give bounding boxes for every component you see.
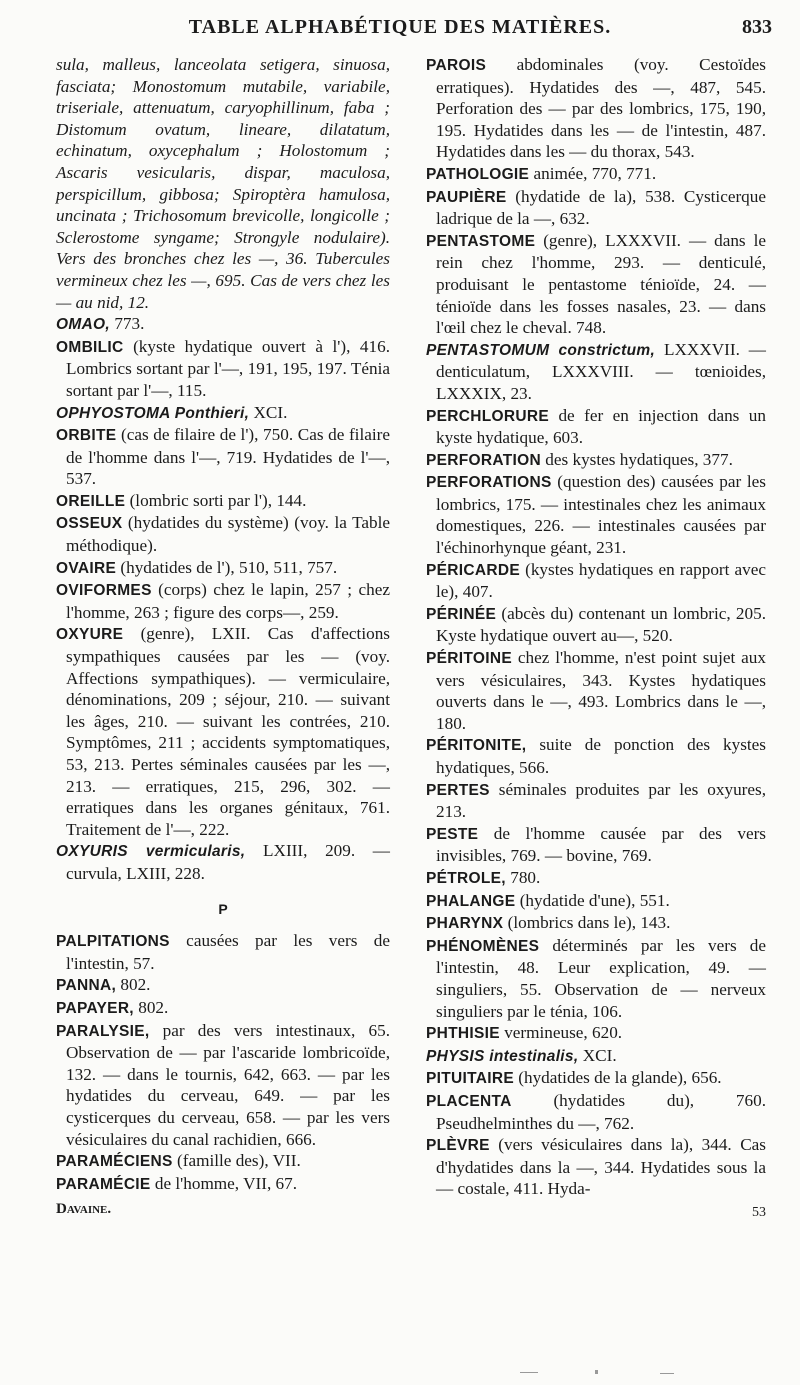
- page-header: [0, 0, 800, 44]
- entry-headword: PÉRICARDE: [426, 561, 520, 579]
- entry-headword: ORBITE: [56, 427, 117, 445]
- index-entry: [426, 1067, 766, 1090]
- entry-headword: PESTE: [426, 825, 479, 843]
- entry-headword: PAPAYER,: [56, 999, 134, 1017]
- index-entry: [56, 997, 390, 1020]
- entry-text: de l'homme causée par des vers invisibles, 769. — bovine, 769.: [436, 823, 766, 866]
- entry-headword: OVIFORMES: [56, 582, 152, 600]
- index-entry: [56, 1150, 390, 1173]
- right-column: [426, 54, 766, 1223]
- index-entry: [56, 336, 390, 402]
- bottom-smudges: [480, 1370, 720, 1376]
- entry-headword: PLÈVRE: [426, 1137, 490, 1155]
- index-entry: [426, 890, 766, 913]
- index-entry: [426, 647, 766, 734]
- entry-text: (lombrics dans le), 143.: [503, 913, 671, 933]
- index-entry: [426, 734, 766, 778]
- signature: Davaine.: [56, 1201, 112, 1218]
- index-entry: [426, 405, 766, 449]
- index-entry: [426, 339, 766, 405]
- entry-text: 802.: [133, 997, 169, 1017]
- entry-headword: OMAO,: [56, 316, 111, 334]
- page-number: 833: [742, 16, 772, 38]
- index-entry: [56, 974, 390, 997]
- entry-text: 802.: [116, 975, 151, 995]
- entry-headword: PENTASTOME: [426, 232, 536, 250]
- index-entry: [56, 1173, 390, 1196]
- entry-text: (hydatide d'une), 551.: [515, 890, 670, 910]
- entry-text: suite de ponction des kystes hydatiques, 566.: [436, 735, 766, 777]
- entry-text: par des vers intestinaux, 65. Observation de — par l'ascaride lombricoïde, 132. — dans le tournis, 642, 663. — par les hydatides du cerveau, 649. — par les cysticerques du cerveau, 658. — par les vers vésiculaires du canal rachidien, 666.: [66, 1020, 390, 1149]
- entry-text: (hydatides de la glande), 656.: [513, 1068, 722, 1088]
- index-entry: [56, 313, 390, 336]
- entry-text: (genre), LXXXVII. — dans le rein chez l'homme, 293. — denticulé, produisant le pentastome ténioïde, 24. — ténioïde dans les fosses nasales, 23. — dans l'œil chez le cheval. 748.: [436, 230, 766, 338]
- entry-text: (hydatides du), 760. Pseudhelminthes du —, 762.: [436, 1090, 766, 1133]
- index-entry: [426, 1022, 766, 1045]
- entry-text: 773.: [110, 314, 145, 334]
- entry-text: chez l'homme, n'est point sujet aux vers vésiculaires, 343. Kystes hydatiques ouverts dans le —, 493. Lombrics dans le —, 180.: [436, 648, 766, 733]
- entry-headword: PARALYSIE,: [56, 1022, 150, 1040]
- entry-headword: PAROIS: [426, 57, 487, 74]
- entry-headword: PLACENTA: [426, 1092, 512, 1110]
- section-letter-p: P: [218, 900, 228, 917]
- entry-text: (famille des), VII.: [172, 1151, 301, 1171]
- index-entry: [56, 424, 390, 490]
- left-entries: [56, 313, 390, 884]
- left-column: [56, 54, 390, 1221]
- entry-headword: PERCHLORURE: [426, 407, 550, 425]
- entry-text: vermineuse, 620.: [499, 1023, 623, 1043]
- entry-text: (cas de filaire de l'), 750. Cas de filaire de l'homme dans l'—, 719. Hydatides de l'—, 537.: [66, 425, 390, 489]
- entry-text: (kyste hydatique ouvert à l'), 416. Lombrics sortant par l'—, 191, 195, 197. Ténia sortant par l'—, 115.: [66, 336, 390, 400]
- entry-headword: PÉRITOINE: [426, 650, 512, 668]
- entry-headword: PHÉNOMÈNES: [426, 937, 540, 955]
- entry-text: séminales produites par les oxyures, 213.: [436, 779, 766, 822]
- entry-text: (vers vésiculaires dans la), 344. Cas d'hydatides dans la —, 344. Hydatides sous la — costale, 411. Hyda-: [436, 1135, 766, 1199]
- entry-headword: OMBILIC: [56, 338, 124, 356]
- entry-text: 780.: [505, 867, 541, 887]
- entry-text: (abcès du) contenant un lombric, 205. Kyste hydatique ouvert au—, 520.: [436, 603, 766, 646]
- entry-headword: PHYSIS intestinalis,: [426, 1047, 579, 1065]
- index-entry: [56, 490, 390, 513]
- entry-text: des kystes hydatiques, 377.: [540, 449, 733, 469]
- index-entry: [426, 935, 766, 1022]
- entry-headword: PÉRINÉE: [426, 605, 497, 623]
- entry-headword: PALPITATIONS: [56, 933, 170, 951]
- entry-text: (lombric sorti par l'), 144.: [125, 490, 307, 510]
- entry-headword: PITUITAIRE: [426, 1070, 514, 1088]
- entry-headword: PARAMÉCIENS: [56, 1153, 173, 1171]
- entry-text: (hydatides du système) (voy. la Table méthodique).: [66, 513, 390, 556]
- index-entry: [56, 1020, 390, 1151]
- index-entry: [426, 163, 766, 186]
- index-entry: [56, 557, 390, 580]
- signature-mark: 53: [752, 1204, 766, 1220]
- index-entry: [426, 54, 766, 163]
- continuation-text: sula, malleus, lanceolata setigera, sinuosa, fasciata; Monostomum mutabile, variabile, triseriale, attenuatum, caryophillinum, faba ; Distomum ovatum, lineare, dilatatum, echinatum, oxycephalum ; Holostomum ; Ascaris vesicularis, dispar, maculosa, perspicillum, gibbosa; Spiroptèra hamulosa, uncinata ; Trichosomum brevicolle, longicolle ; Sclerostome syngame; Strongyle nodulaire). Vers des bronches chez les —, 36. Tubercules vermineux chez les —, 695. Cas de vers chez les — au nid, 12.: [56, 55, 390, 312]
- page-title: TABLE ALPHABÉTIQUE DES MATIÈRES.: [188, 16, 612, 38]
- entry-headword: PERFORATIONS: [426, 474, 552, 492]
- entry-text: LXIII, 209. — curvula, LXIII, 228.: [66, 841, 390, 883]
- entry-headword: PÉRITONITE,: [426, 737, 527, 755]
- index-entry: [56, 512, 390, 556]
- index-entry: [426, 779, 766, 823]
- index-entry: [56, 840, 390, 884]
- right-entries: [426, 54, 766, 1200]
- entry-text: LXXXVII. — denticulatum, LXXXVIII. — tœnioides, LXXXIX, 23.: [436, 339, 766, 403]
- entry-headword: PERTES: [426, 781, 490, 799]
- entry-text: XCI.: [578, 1045, 617, 1065]
- index-entry: [426, 867, 766, 890]
- index-entry: [426, 230, 766, 339]
- entry-text: animée, 770, 771.: [529, 163, 657, 183]
- entry-headword: PHALANGE: [426, 892, 516, 910]
- entry-headword: PATHOLOGIE: [426, 165, 530, 183]
- entry-text: de fer en injection dans un kyste hydatique, 603.: [436, 405, 766, 448]
- index-entry: [426, 823, 766, 867]
- index-entry: [426, 1090, 766, 1134]
- entry-headword: OVAIRE: [56, 559, 117, 577]
- entry-headword: PHARYNX: [426, 915, 504, 933]
- left-entries-p: [56, 930, 390, 1195]
- entry-headword: PÉTROLE,: [426, 869, 506, 887]
- entry-text: (hydatides de l'), 510, 511, 757.: [116, 557, 338, 577]
- index-entry: [426, 559, 766, 603]
- entry-headword: PANNA,: [56, 977, 117, 995]
- entry-headword: OSSEUX: [56, 515, 123, 533]
- entry-headword: PAUPIÈRE: [426, 188, 507, 206]
- entry-text: (corps) chez le lapin, 257 ; chez l'homme, 263 ; figure des corps—, 259.: [66, 580, 390, 622]
- index-entry: [426, 1045, 766, 1068]
- index-entry: [426, 449, 766, 472]
- entry-headword: OXYURIS vermicularis,: [56, 843, 246, 861]
- entry-text: (genre), LXII. Cas d'affections sympathiques causées par les — (voy. Affections sympathiques). — vermiculaire, dénominations, 209 ; séjour, 210. — suivant les âges, 210. — suivant les contrées, 210. Symptômes, 211 ; accidents symptomatiques, 53, 213. Pertes séminales causées par les —, 213. — erratiques, 215, 296, 302. — erratiques dans les organes génitaux, 761. Traitement de l'—, 222.: [66, 624, 390, 839]
- entry-text: causées par les vers de l'intestin, 57.: [66, 931, 390, 973]
- entry-text: abdominales (voy. Cestoïdes erratiques). Hydatides des —, 487, 545. Perforation des — par des lombrics, 175, 190, 195. Hydatides dans les — de l'intestin, 487. Hydatides dans les — du thorax, 543.: [436, 55, 766, 162]
- entry-headword: OREILLE: [56, 492, 126, 510]
- entry-headword: PENTASTOMUM constrictum,: [426, 341, 656, 359]
- entry-text: (hydatide de la), 538. Cysticerque ladrique de la —, 632.: [436, 186, 766, 229]
- entry-text: (question des) causées par les lombrics, 175. — intestinales chez les animaux domestiques, 226. — intestinales causées par l'échinorhynque géant, 231.: [436, 472, 766, 558]
- entry-text: (kystes hydatiques en rapport avec le), 407.: [436, 559, 766, 602]
- index-entry: [56, 402, 390, 425]
- entry-headword: PARAMÉCIE: [56, 1175, 151, 1193]
- entry-text: de l'homme, VII, 67.: [150, 1173, 298, 1193]
- entry-headword: PERFORATION: [426, 451, 541, 469]
- entry-text: déterminés par les vers de l'intestin, 48. Leur explication, 49. — singuliers, 55. Observation de — nerveux singuliers par le ténia, 106.: [436, 935, 766, 1021]
- index-entry: [426, 912, 766, 935]
- entry-headword: OXYURE: [56, 626, 124, 644]
- entry-text: XCI.: [249, 402, 288, 422]
- entry-headword: PHTHISIE: [426, 1025, 500, 1043]
- index-entry: [426, 1134, 766, 1200]
- index-entry: [56, 579, 390, 623]
- index-entry: [56, 930, 390, 974]
- index-entry: [56, 623, 390, 840]
- index-entry: [426, 603, 766, 647]
- index-entry: [426, 186, 766, 230]
- index-entry: [426, 471, 766, 558]
- entry-headword: OPHYOSTOMA Ponthieri,: [56, 404, 250, 422]
